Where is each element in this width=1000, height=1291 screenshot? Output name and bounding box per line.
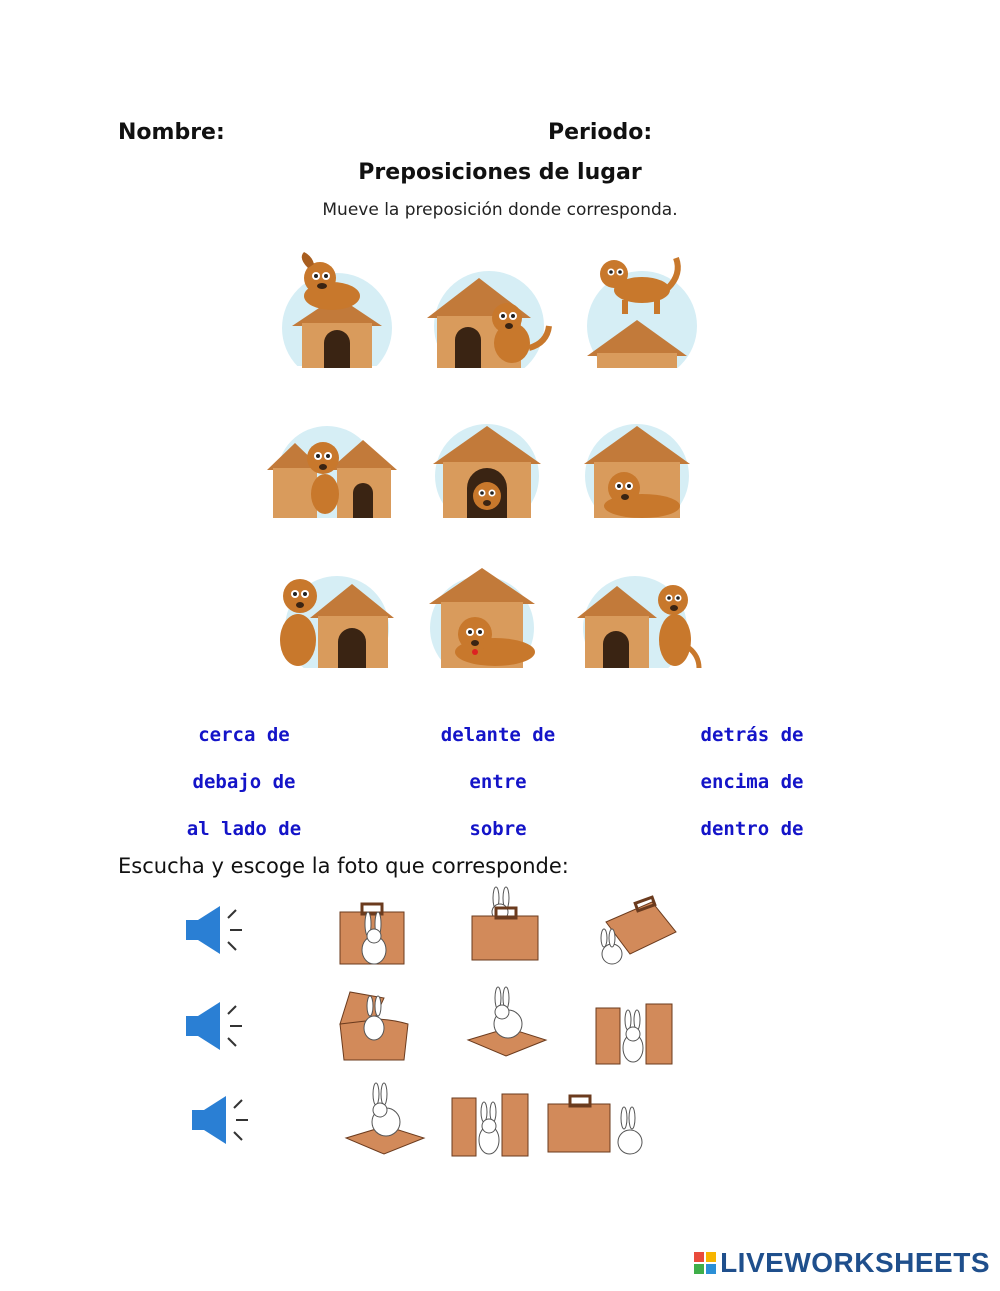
word-card[interactable]: entre <box>469 771 527 793</box>
dog-inside-doghouse-icon <box>427 398 557 518</box>
answer-drop-target[interactable] <box>284 668 412 706</box>
liveworksheets-logo <box>694 1247 990 1279</box>
answer-drop-target[interactable] <box>438 668 690 706</box>
rabbit-between-briefcases-icon[interactable] <box>446 1082 534 1162</box>
rabbit-next-to-briefcase-icon[interactable] <box>544 1082 648 1162</box>
word-card[interactable]: cerca de <box>198 724 290 746</box>
speaker-icon[interactable] <box>190 1092 252 1148</box>
dog-next-to-doghouse-icon <box>427 248 557 368</box>
rabbit-between-briefcases-icon[interactable] <box>590 990 678 1070</box>
dog-beside-doghouse-icon <box>272 548 402 668</box>
word-card[interactable]: detrás de <box>700 724 804 746</box>
rabbit-inside-briefcase-icon[interactable] <box>330 984 418 1064</box>
worksheet-title: Preposiciones de lugar <box>358 160 642 185</box>
rabbit-behind-briefcase-icon[interactable] <box>462 886 550 966</box>
rabbit-under-briefcase-icon[interactable] <box>592 892 680 972</box>
dog-behind-doghouse-icon <box>577 548 707 668</box>
dog-image-grid <box>262 228 728 708</box>
dog-on-doghouse-icon <box>272 248 402 368</box>
rabbit-on-briefcase-icon[interactable] <box>340 1080 428 1160</box>
dog-under-doghouse-icon <box>427 548 557 668</box>
worksheet-instruction: Mueve la preposición donde corresponda. <box>322 200 678 220</box>
logo-blocks-icon <box>694 1252 716 1274</box>
dog-between-doghouses-icon <box>267 398 397 518</box>
listening-instruction: Escucha y escoge la foto que corresponde: <box>118 854 569 878</box>
word-card[interactable]: encima de <box>700 771 804 793</box>
word-card[interactable]: sobre <box>469 818 527 840</box>
name-label: Nombre: <box>118 120 225 145</box>
speaker-icon[interactable] <box>184 998 246 1054</box>
speaker-icon[interactable] <box>184 902 246 958</box>
word-card[interactable]: delante de <box>440 724 556 746</box>
period-label: Periodo: <box>548 120 653 145</box>
brand-name: LIVEWORKSHEETS <box>720 1247 990 1278</box>
word-card[interactable]: al lado de <box>186 818 302 840</box>
word-card[interactable]: dentro de <box>700 818 804 840</box>
rabbit-in-front-of-briefcase-icon[interactable] <box>330 892 418 972</box>
dog-above-doghouse-icon <box>582 248 712 368</box>
word-card[interactable]: debajo de <box>192 771 296 793</box>
dog-in-front-of-doghouse-icon <box>582 398 712 518</box>
rabbit-on-briefcase-icon[interactable] <box>462 984 550 1064</box>
